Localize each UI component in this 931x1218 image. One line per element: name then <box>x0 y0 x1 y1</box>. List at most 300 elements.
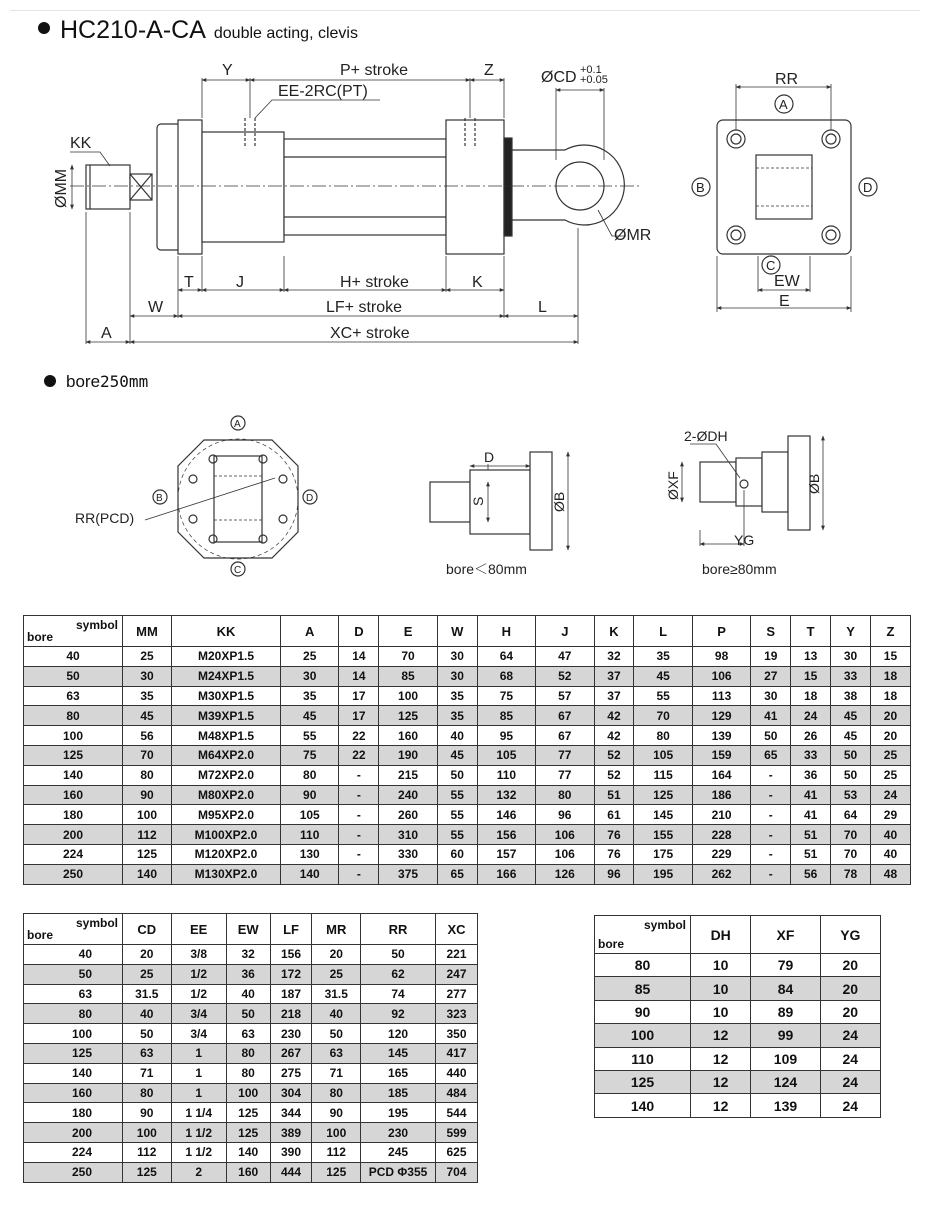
table-cell: 18 <box>791 686 831 706</box>
table-cell: 60 <box>437 844 477 864</box>
table-cell: 30 <box>437 666 477 686</box>
dim-k-label: K <box>472 274 483 291</box>
dim-d-label: D <box>484 449 495 465</box>
table-cell: 330 <box>379 844 437 864</box>
table-cell: 71 <box>312 1063 361 1083</box>
table-cell: 230 <box>270 1024 312 1044</box>
table-cell: 55 <box>437 805 477 825</box>
table-cell: 105 <box>477 745 535 765</box>
column-header: DH <box>691 916 751 954</box>
table-header-row <box>24 616 911 647</box>
table-cell: 70 <box>831 844 871 864</box>
table-cell: 14 <box>339 666 379 686</box>
table-row <box>24 1103 478 1123</box>
table-cell: - <box>751 765 791 785</box>
column-header: H <box>477 616 535 647</box>
table-cell: 99 <box>751 1024 820 1047</box>
table-cell: 124 <box>751 1070 820 1093</box>
cd-tol-minus: +0.05 <box>580 74 608 86</box>
table-cell: 62 <box>361 964 436 984</box>
dim-s-label: S <box>470 496 486 506</box>
table-cell: 140 <box>123 864 172 884</box>
column-header: EE <box>171 914 226 945</box>
view-b-label: B <box>696 180 705 195</box>
table-cell: 704 <box>436 1162 478 1182</box>
table-cell: 50 <box>437 765 477 785</box>
table-cell: 80 <box>536 785 594 805</box>
table-cell: 1/2 <box>171 984 226 1004</box>
table-header-row <box>595 916 881 954</box>
table-cell: PCD Φ355 <box>361 1162 436 1182</box>
table-cell: 40 <box>312 1004 361 1024</box>
table-row <box>24 1043 478 1063</box>
table-cell: 41 <box>791 785 831 805</box>
barrel-shape <box>202 132 284 242</box>
column-header: S <box>751 616 791 647</box>
table-cell: 50 <box>361 945 436 965</box>
bore-cell: 200 <box>24 825 123 845</box>
table-cell: 100 <box>312 1123 361 1143</box>
table-cell: 190 <box>379 745 437 765</box>
table-cell: 30 <box>437 647 477 667</box>
table-cell: 55 <box>281 726 339 746</box>
table-cell: 63 <box>226 1024 270 1044</box>
table-row <box>24 825 911 845</box>
table-row <box>24 726 911 746</box>
table-cell: 100 <box>226 1083 270 1103</box>
table-cell: M95XP2.0 <box>172 805 281 825</box>
table-cell: 74 <box>361 984 436 1004</box>
bore-cell: 125 <box>24 745 123 765</box>
table-cell: 52 <box>594 745 634 765</box>
table-cell: 389 <box>270 1123 312 1143</box>
table-cell: 106 <box>536 844 594 864</box>
table-cell: 71 <box>123 1063 172 1083</box>
column-header: KK <box>172 616 281 647</box>
table-cell: 52 <box>594 765 634 785</box>
technical-drawing <box>0 0 931 600</box>
table-cell: 40 <box>226 984 270 1004</box>
main-dimension-table <box>23 615 911 885</box>
table-cell: 159 <box>692 745 750 765</box>
column-header: RR <box>361 914 436 945</box>
table-cell: 109 <box>751 1047 820 1070</box>
view-c-label: C <box>766 258 776 273</box>
column-header: T <box>791 616 831 647</box>
bore-section-label: bore <box>66 372 101 391</box>
table-cell: 125 <box>226 1103 270 1123</box>
table-cell: 35 <box>634 647 692 667</box>
corner-header <box>24 616 123 647</box>
cd-tol-plus: +0.1 <box>580 64 602 76</box>
table-cell: 53 <box>831 785 871 805</box>
table-cell: 37 <box>594 666 634 686</box>
table-cell: 80 <box>634 726 692 746</box>
bore-cell: 80 <box>24 1004 123 1024</box>
table-cell: 110 <box>281 825 339 845</box>
table-cell: 63 <box>123 1043 172 1063</box>
table-cell: 84 <box>751 977 820 1000</box>
table-cell: 125 <box>226 1123 270 1143</box>
clevis-dimension-table <box>23 913 478 1183</box>
table-cell: 245 <box>361 1142 436 1162</box>
table-cell: 229 <box>692 844 750 864</box>
table-cell: 13 <box>791 647 831 667</box>
bore-cell: 160 <box>24 1083 123 1103</box>
table-cell: 10 <box>691 977 751 1000</box>
table-row <box>24 1004 478 1024</box>
table-cell: 76 <box>594 825 634 845</box>
table-cell: 1 <box>171 1063 226 1083</box>
table-cell: 221 <box>436 945 478 965</box>
table-cell: 48 <box>870 864 910 884</box>
table-cell: 26 <box>791 726 831 746</box>
table-cell: 350 <box>436 1024 478 1044</box>
table-cell: 110 <box>477 765 535 785</box>
table-cell: 56 <box>791 864 831 884</box>
port-ee-label: EE-2RC(PT) <box>278 83 368 100</box>
table-cell: 45 <box>634 666 692 686</box>
table-cell: 132 <box>477 785 535 805</box>
table-cell: 80 <box>226 1043 270 1063</box>
table-cell: 12 <box>691 1070 751 1093</box>
table-cell: 3/4 <box>171 1024 226 1044</box>
dim-lf-label: LF+ stroke <box>326 299 403 316</box>
corner-bore-label: bore <box>27 928 54 942</box>
table-row <box>595 954 881 977</box>
table-cell: 160 <box>379 726 437 746</box>
table-cell: 112 <box>123 1142 172 1162</box>
table-cell: - <box>751 864 791 884</box>
table-cell: 51 <box>791 825 831 845</box>
table-cell: 77 <box>536 745 594 765</box>
table-cell: 50 <box>831 745 871 765</box>
table-cell: 25 <box>312 964 361 984</box>
dim-rr-label: RR <box>775 71 799 88</box>
table-cell: 20 <box>870 706 910 726</box>
dim-ew-label: EW <box>774 273 800 290</box>
table-cell: 10 <box>691 1000 751 1023</box>
bore-cell: 63 <box>24 984 123 1004</box>
table-cell: 30 <box>751 686 791 706</box>
bore-section-heading <box>44 372 148 392</box>
table-cell: 40 <box>870 825 910 845</box>
table-cell: 32 <box>226 945 270 965</box>
table-cell: 31.5 <box>312 984 361 1004</box>
dim-e-label: E <box>779 293 790 310</box>
table-cell: 139 <box>751 1094 820 1117</box>
table-cell: 323 <box>436 1004 478 1024</box>
column-header: CD <box>123 914 172 945</box>
small-bore-rod-shape <box>430 482 470 522</box>
table-cell: 145 <box>634 805 692 825</box>
table-cell: 85 <box>379 666 437 686</box>
column-header: XC <box>436 914 478 945</box>
table-cell: 139 <box>692 726 750 746</box>
table-cell: 106 <box>692 666 750 686</box>
table-cell: 90 <box>312 1103 361 1123</box>
table-cell: - <box>751 805 791 825</box>
bore-cell: 50 <box>24 964 123 984</box>
table-row <box>595 1000 881 1023</box>
column-header: LF <box>270 914 312 945</box>
table-cell: M80XP2.0 <box>172 785 281 805</box>
table-cell: 155 <box>634 825 692 845</box>
table-cell: 125 <box>634 785 692 805</box>
table-cell: 25 <box>123 964 172 984</box>
dim-l-label: L <box>538 299 547 316</box>
table-cell: 310 <box>379 825 437 845</box>
table-cell: 56 <box>123 726 172 746</box>
bore-cell: 125 <box>595 1070 691 1093</box>
oct-a-label: A <box>234 419 241 430</box>
table-cell: 187 <box>270 984 312 1004</box>
table-row <box>595 1070 881 1093</box>
bore-cell: 50 <box>24 666 123 686</box>
bore-cell: 180 <box>24 1103 123 1123</box>
table-cell: 40 <box>437 726 477 746</box>
table-row <box>24 1142 478 1162</box>
table-cell: 64 <box>477 647 535 667</box>
table-cell: 42 <box>594 706 634 726</box>
table-cell: 24 <box>791 706 831 726</box>
table-cell: 33 <box>831 666 871 686</box>
table-cell: 444 <box>270 1162 312 1182</box>
table-cell: - <box>339 844 379 864</box>
table-cell: 80 <box>123 1083 172 1103</box>
table-cell: 215 <box>379 765 437 785</box>
bore-cell: 180 <box>24 805 123 825</box>
bore-cell: 160 <box>24 785 123 805</box>
table-cell: 47 <box>536 647 594 667</box>
bore-cell: 224 <box>24 1142 123 1162</box>
corner-bore-label: bore <box>598 937 625 951</box>
bore-cell: 100 <box>24 1024 123 1044</box>
table-cell: 24 <box>820 1047 880 1070</box>
column-header: K <box>594 616 634 647</box>
oct-c-label: C <box>234 565 242 576</box>
table-cell: 1/2 <box>171 964 226 984</box>
table-cell: 95 <box>477 726 535 746</box>
corner-header <box>24 914 123 945</box>
table-row <box>24 1063 478 1083</box>
table-cell: 52 <box>536 666 594 686</box>
table-cell: M72XP2.0 <box>172 765 281 785</box>
table-cell: M39XP1.5 <box>172 706 281 726</box>
oct-b-label: B <box>156 493 163 504</box>
table-row <box>595 1024 881 1047</box>
table-cell: M20XP1.5 <box>172 647 281 667</box>
table-cell: 41 <box>751 706 791 726</box>
table-cell: 20 <box>820 977 880 1000</box>
table-cell: 228 <box>692 825 750 845</box>
table-cell: 156 <box>477 825 535 845</box>
table-cell: 125 <box>123 844 172 864</box>
table-cell: 25 <box>123 647 172 667</box>
table-cell: 42 <box>594 726 634 746</box>
table-cell: 70 <box>831 825 871 845</box>
dim-mr-label: ØMR <box>614 227 652 244</box>
table-cell: 27 <box>751 666 791 686</box>
table-cell: 17 <box>339 706 379 726</box>
table-cell: 35 <box>281 686 339 706</box>
table-cell: 32 <box>594 647 634 667</box>
table-cell: 67 <box>536 706 594 726</box>
table-cell: 24 <box>820 1094 880 1117</box>
table-cell: 51 <box>594 785 634 805</box>
table-cell: 92 <box>361 1004 436 1024</box>
table-cell: 105 <box>634 745 692 765</box>
table-cell: 156 <box>270 945 312 965</box>
bore-cell: 110 <box>595 1047 691 1070</box>
table-cell: 45 <box>831 706 871 726</box>
table-cell: 24 <box>820 1070 880 1093</box>
bore-cell: 85 <box>595 977 691 1000</box>
dim-b-label: ØB <box>551 491 567 512</box>
table-row <box>24 945 478 965</box>
corner-symbol-label: symbol <box>75 916 118 930</box>
table-cell: 55 <box>437 825 477 845</box>
table-cell: 100 <box>379 686 437 706</box>
table-cell: 3/4 <box>171 1004 226 1024</box>
table-cell: 76 <box>594 844 634 864</box>
rod-thread-shape <box>86 165 130 209</box>
table-cell: 18 <box>870 666 910 686</box>
table-cell: 125 <box>312 1162 361 1182</box>
table-cell: 85 <box>477 706 535 726</box>
corner-header <box>595 916 691 954</box>
table-cell: 31.5 <box>123 984 172 1004</box>
table-cell: 70 <box>634 706 692 726</box>
dim-xf-label: ØXF <box>665 471 681 500</box>
table-cell: 20 <box>820 1000 880 1023</box>
column-header: J <box>536 616 594 647</box>
table-row <box>24 1083 478 1103</box>
bore-cell: 140 <box>595 1094 691 1117</box>
table-cell: 80 <box>226 1063 270 1083</box>
table-row <box>24 1123 478 1143</box>
rr-pcd-label: RR(PCD) <box>75 510 135 526</box>
view-a-label: A <box>779 97 788 112</box>
table-cell: 1 <box>171 1083 226 1103</box>
table-cell: 166 <box>477 864 535 884</box>
table-cell: 344 <box>270 1103 312 1123</box>
table-cell: 89 <box>751 1000 820 1023</box>
table-cell: M64XP2.0 <box>172 745 281 765</box>
table-cell: 38 <box>831 686 871 706</box>
table-cell: 45 <box>831 726 871 746</box>
large-bore-rod-shape <box>700 462 736 502</box>
table-row <box>595 977 881 1000</box>
column-header: YG <box>820 916 880 954</box>
table-cell: 29 <box>870 805 910 825</box>
table-cell: 36 <box>791 765 831 785</box>
table-cell: 24 <box>820 1024 880 1047</box>
table-cell: 80 <box>312 1083 361 1103</box>
table-cell: 100 <box>123 805 172 825</box>
bore-cell: 80 <box>595 954 691 977</box>
dim-mm-label: ØMM <box>53 168 70 208</box>
table-cell: 165 <box>361 1063 436 1083</box>
table-cell: 10 <box>691 954 751 977</box>
table-cell: 64 <box>831 805 871 825</box>
dim-yg-label: YG <box>734 532 755 548</box>
table-cell: 240 <box>379 785 437 805</box>
table-cell: 18 <box>870 686 910 706</box>
table-cell: 120 <box>361 1024 436 1044</box>
table-cell: 80 <box>281 765 339 785</box>
dim-t-label: T <box>184 274 194 291</box>
table-cell: 625 <box>436 1142 478 1162</box>
table-cell: 63 <box>312 1043 361 1063</box>
table-cell: 75 <box>477 686 535 706</box>
table-cell: 50 <box>751 726 791 746</box>
table-cell: M130XP2.0 <box>172 864 281 884</box>
table-cell: 96 <box>594 864 634 884</box>
table-cell: 20 <box>312 945 361 965</box>
table-cell: - <box>339 864 379 884</box>
column-header: XF <box>751 916 820 954</box>
bore-cell: 100 <box>24 726 123 746</box>
table-cell: 105 <box>281 805 339 825</box>
table-row <box>24 686 911 706</box>
dim-xc-label: XC+ stroke <box>330 325 410 342</box>
table-cell: M30XP1.5 <box>172 686 281 706</box>
table-cell: 45 <box>123 706 172 726</box>
table-row <box>595 1094 881 1117</box>
model-subtitle: double acting, clevis <box>213 25 358 42</box>
table-cell: 15 <box>791 666 831 686</box>
table-cell: M48XP1.5 <box>172 726 281 746</box>
table-cell: 390 <box>270 1142 312 1162</box>
table-cell: 1 <box>171 1043 226 1063</box>
table-cell: 125 <box>379 706 437 726</box>
table-cell: - <box>751 785 791 805</box>
bullet-icon <box>44 375 56 387</box>
bore-cell: 224 <box>24 844 123 864</box>
column-header: Y <box>831 616 871 647</box>
table-row <box>595 1047 881 1070</box>
bore-cell: 250 <box>24 864 123 884</box>
table-cell: 112 <box>123 825 172 845</box>
table-cell: 210 <box>692 805 750 825</box>
table-cell: 126 <box>536 864 594 884</box>
dim-p-label: P+ stroke <box>340 62 409 79</box>
table-cell: 50 <box>226 1004 270 1024</box>
bore-cell: 63 <box>24 686 123 706</box>
table-cell: 195 <box>361 1103 436 1123</box>
column-header: Z <box>870 616 910 647</box>
table-cell: 75 <box>281 745 339 765</box>
table-cell: 70 <box>379 647 437 667</box>
table-cell: 67 <box>536 726 594 746</box>
table-cell: 57 <box>536 686 594 706</box>
table-cell: 68 <box>477 666 535 686</box>
column-header: D <box>339 616 379 647</box>
table-cell: 36 <box>226 964 270 984</box>
table-cell: 96 <box>536 805 594 825</box>
table-cell: 35 <box>437 686 477 706</box>
bore-cell: 40 <box>24 647 123 667</box>
bore-cell: 250 <box>24 1162 123 1182</box>
table-cell: 599 <box>436 1123 478 1143</box>
table-cell: 45 <box>281 706 339 726</box>
table-cell: 175 <box>634 844 692 864</box>
dim-h-label: H+ stroke <box>340 274 409 291</box>
table-cell: 267 <box>270 1043 312 1063</box>
column-header: A <box>281 616 339 647</box>
table-cell: 79 <box>751 954 820 977</box>
